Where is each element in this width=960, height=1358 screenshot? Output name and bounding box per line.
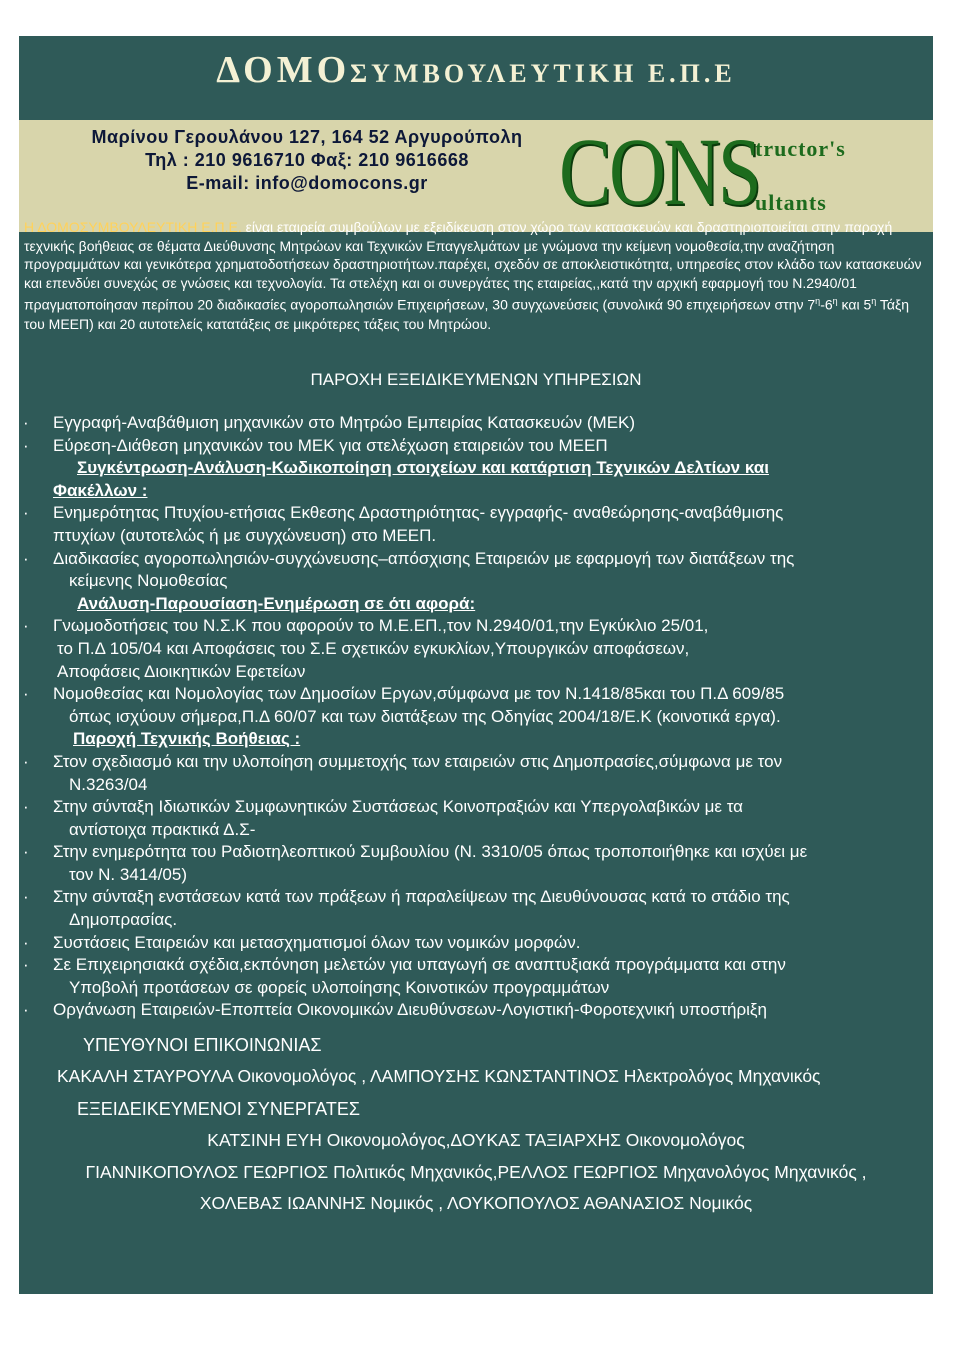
services-list xyxy=(19,412,933,1022)
subheading-analysis: Ανάλυση-Παρουσίαση-Ενημέρωση σε ότι αφορά: xyxy=(77,593,476,613)
list-item: · Στην ενημερότητα του Ραδιοτηλεοπτικού Συμβουλίου (Ν. 3310/05 όπως τροποποιήθηκε και ισχύει με xyxy=(23,842,808,862)
list-item-cont: τον Ν. 3414/05) xyxy=(69,864,187,884)
logo-main-text: CONS xyxy=(559,118,760,225)
intro-text-2: -6 xyxy=(820,297,833,314)
list-item: · Εγγραφή-Αναβάθμιση μηχανικών στο Μητρώο Εμπειρίας Κατασκευών (ΜΕΚ) xyxy=(23,413,636,432)
logo-bottom-text: ultants xyxy=(755,190,827,215)
partners-title: ΕΞΕΙΔΕΙΚΕΥΜΕΝΟΙ ΣΥΝΕΡΓΑΤΕΣ xyxy=(77,1099,360,1119)
list-item: · Στον σχεδιασμό και την υλοποίηση συμμετοχής των εταιρειών στις Δημοπρασίες,σύμφωνα με τον xyxy=(23,751,783,771)
list-item: · Στην σύνταξη Ιδιωτικών Συμφωνητικών Συστάσεως Κοινοπραξιών και Υπεργολαβικών με τα xyxy=(23,797,744,817)
brochure-panel xyxy=(19,36,933,1294)
intro-sup-1: η xyxy=(815,296,821,307)
list-item: · Οργάνωση Εταιρειών-Εποπτεία Οικονομικών Διευθύνσεων-Λογιστική-Φοροτεχνική υποστήριξη xyxy=(23,1000,767,1020)
title-big: ΔΟΜΟ xyxy=(216,49,351,91)
intro-text-3: και 5 xyxy=(837,297,872,314)
list-item-cont: όπως ισχύουν σήμερα,Π.Δ 60/07 και των διατάξεων της Οδηγίας 2004/18/Ε.Κ (κοινοτικά εργα). xyxy=(69,706,781,726)
list-item: · Διαδικασίες αγοροπωλησιών-συγχώνευσης–απόσχισης Εταιρειών με εφαρμογή των διατάξεων της xyxy=(23,548,795,568)
subheading-dossiers: Συγκέντρωση-Ανάλυση-Κωδικοποίηση στοιχείων και κατάρτιση Τεχνικών Δελτίων και xyxy=(77,458,769,478)
contact-block xyxy=(47,126,567,195)
list-item: · Συστάσεις Εταιρειών και μετασχηματισμοί όλων των νομικών μορφών. xyxy=(23,932,581,952)
list-item: · Ενημερότητας Πτυχίου-ετήσιας Εκθεσης Δραστηριότητας- εγγραφής- αναθεώρησης-αναβάθμισης xyxy=(23,503,784,523)
list-item-cont: Υποβολή προτάσεων σε φορείς υλοποίησης Κοινοτικών προγραμμάτων xyxy=(69,977,610,997)
constructors-consultants-logo xyxy=(559,120,929,232)
intro-paragraph xyxy=(24,218,928,333)
subheading-dossiers-cont: Φακέλλων : xyxy=(53,480,148,500)
services-title: ΠΑΡΟΧΗ ΕΞΕΙΔΙΚΕΥΜΕΝΩΝ ΥΠΗΡΕΣΙΩΝ xyxy=(310,370,642,389)
list-item-cont: αντίστοιχα πρακτικά Δ.Σ- xyxy=(69,819,256,839)
contacts-line: ΚΑΚΑΛΗ ΣΤΑΥΡΟΥΛΑ Οικονομολόγος , ΛΑΜΠΟΥΣΗΣ ΚΩΝΣΤΑΝΤΙΝΟΣ Ηλεκτρολόγος Μηχανικός xyxy=(57,1066,821,1086)
list-item: · Σε Επιχειρησιακά σχέδια,εκπόνηση μελετών για υπαγωγή σε αναπτυξιακά προγράμματα και στην xyxy=(23,955,786,975)
list-item: · Στην σύνταξη ενστάσεων κατά των πράξεων ή παραλείψεων της Διευθύνουσας κατά το στάδιο της xyxy=(23,887,790,907)
company-title xyxy=(19,48,933,92)
partners-line-1: ΚΑΤΣΙΝΗ ΕΥΗ Οικονομολόγος,ΔΟΥΚΑΣ ΤΑΞΙΑΡΧΗΣ Οικονομολόγος xyxy=(207,1130,745,1150)
list-item: · Εύρεση-Διάθεση μηχανικών του ΜΕΚ για στελέχωση εταιρειών του ΜΕΕΠ xyxy=(23,435,608,455)
intro-text-4: Τάξη του ΜΕΕΠ) και 20 αυτοτελείς κατατάξεις σε μικρότερες τάξεις του Μητρώου. xyxy=(24,297,910,332)
title-small: ΣΥΜΒΟΥΛΕΥΤΙΚΗ Ε.Π.Ε xyxy=(350,59,736,88)
intro-lead: Η ΔΟΜΟΣΥΜΒΟΥΛΕΥΤΙΚΗ Ε.Π.Ε. xyxy=(24,219,242,235)
partners-line-3: ΧΟΛΕΒΑΣ ΙΩΑΝΝΗΣ Νομικός , ΛΟΥΚΟΠΟΥΛΟΣ ΑΘΑΝΑΣΙΟΣ Νομικός xyxy=(199,1193,753,1213)
intro-sup-2: η xyxy=(832,296,838,307)
list-item-cont: το Π.Δ 105/04 και Αποφάσεις του Σ.Ε σχετικών εγκυκλίων,Υπουργικών αποφάσεων, xyxy=(57,638,690,658)
contacts-title: ΥΠΕΥΘΥΝΟΙ ΕΠΙΚΟΙΝΩΝΙΑΣ xyxy=(83,1035,322,1055)
list-item-cont: Δημοπρασίας. xyxy=(69,910,178,930)
intro-text-1: είναι εταιρεία συμβούλων με εξειδίκευση στον χώρο των κατασκευών και δραστηριοποιείται στην παροχή τεχνικής βοήθειας σε θέματα Διεύθυνσης Μητρώων και Τεχνικών Επαγγελμάτων με γνώμονα την κείμενη νομοθεσία,την αναζήτηση προγραμμάτων και γενικότερα χρηματοδοτήσεων δραστηριοτήτων.παρέχει, σχεδόν σε αποκλειστικότητα, υπηρεσίες στον κλάδο των κατασκευών και επενδύει συνεχώς σε γνώσεις και τεχνολογία. Τα στελέχη και οι συνεργάτες της εταιρείας,,κατά την αρχική εφαρμογή του Ν.2940/01 πραγματοποίησαν περίπου 20 διαδικασίες αγοροπωλησιών Επιχειρήσεων, 30 συγχωνεύσεις (συνολικά 90 επιχειρήσεων στην 7 xyxy=(24,219,922,314)
list-item-cont: πτυχίων (αυτοτελώς ή με συγχώνευση) στο ΜΕΕΠ. xyxy=(53,525,437,545)
list-item-cont: Ν.3263/04 xyxy=(69,774,148,794)
list-item: · Γνωμοδοτήσεις του Ν.Σ.Κ που αφορούν το Μ.Ε.ΕΠ.,τον Ν.2940/01,την Εγκύκλιο 25/01, xyxy=(23,616,709,636)
email-text: E-mail: info@domocons.gr xyxy=(186,173,428,193)
list-item-cont: κείμενης Νομοθεσίας xyxy=(69,571,228,591)
list-item: · Νομοθεσίας και Νομολογίας των Δημοσίων Εργων,σύμφωνα με τον Ν.1418/85και του Π.Δ 609/85 xyxy=(23,684,785,704)
contact-band xyxy=(19,120,933,232)
logo-top-text: tructor's xyxy=(755,136,846,161)
subheading-technical-assistance: Παροχή Τεχνικής Βοήθειας : xyxy=(73,729,301,749)
list-item-cont: Αποφάσεις Διοικητικών Εφετείων xyxy=(57,661,306,681)
intro-sup-3: η xyxy=(871,296,877,307)
partners-line-2: ΓΙΑΝΝΙΚΟΠΟΥΛΟΣ ΓΕΩΡΓΙΟΣ Πολιτικός Μηχανικός,ΡΕΛΛΟΣ ΓΕΩΡΓΙΟΣ Μηχανολόγος Μηχανικός , xyxy=(85,1162,867,1182)
address-text: Μαρίνου Γερουλάνου 127, 164 52 Αργυρούπολη xyxy=(91,127,523,147)
phone-text: Τηλ : 210 9616710 Φαξ: 210 9616668 xyxy=(145,150,469,170)
